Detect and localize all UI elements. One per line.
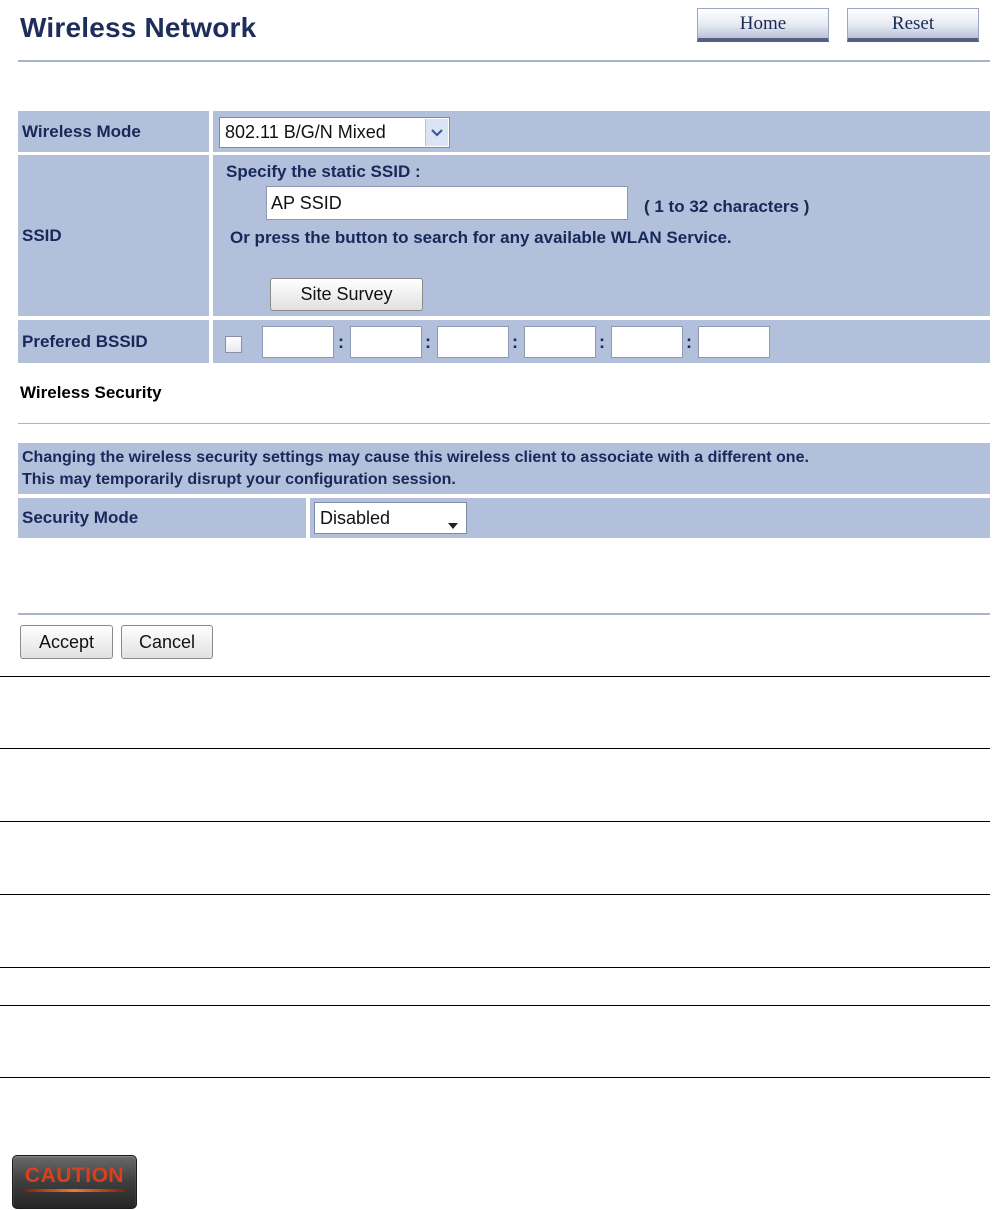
caution-underline: [23, 1189, 126, 1192]
wireless-mode-label: Wireless Mode: [18, 111, 209, 152]
security-notice: [18, 443, 990, 494]
caution-label: CAUTION: [24, 1164, 125, 1187]
doc-row-divider: [0, 894, 990, 895]
page-title: Wireless Network: [20, 12, 257, 43]
ssid-input[interactable]: [266, 186, 628, 220]
doc-row-divider: [0, 967, 990, 968]
title-divider: [18, 60, 990, 62]
wireless-security-heading: Wireless Security: [20, 383, 162, 402]
caret-down-icon[interactable]: [448, 514, 458, 535]
reset-button[interactable]: Reset: [847, 8, 979, 42]
home-button[interactable]: Home: [697, 8, 829, 42]
bssid-separator: :: [686, 332, 692, 352]
chevron-down-icon[interactable]: [425, 119, 448, 146]
bssid-octet-2[interactable]: [350, 326, 422, 358]
doc-row-divider: [0, 748, 990, 749]
security-notice-line-2: This may temporarily disrupt your configuration session.: [22, 471, 456, 488]
actions-divider: [18, 613, 990, 615]
bssid-separator: :: [425, 332, 431, 352]
bssid-octet-5[interactable]: [611, 326, 683, 358]
doc-row-divider: [0, 821, 990, 822]
security-notice-line-1: Changing the wireless security settings may cause this wireless client to associate with a different one.: [22, 449, 809, 466]
security-mode-label: Security Mode: [18, 498, 306, 538]
bssid-checkbox[interactable]: [225, 336, 242, 353]
ssid-search-text: Or press the button to search for any available WLAN Service.: [230, 228, 732, 247]
bssid-octet-6[interactable]: [698, 326, 770, 358]
ssid-length-hint: ( 1 to 32 characters ): [644, 197, 810, 216]
bssid-separator: :: [512, 332, 518, 352]
cancel-button[interactable]: Cancel: [121, 625, 213, 659]
doc-row-divider: [0, 1005, 990, 1006]
ssid-label: SSID: [18, 155, 209, 316]
accept-button[interactable]: Accept: [20, 625, 113, 659]
caution-badge: [12, 1155, 137, 1209]
bssid-octet-1[interactable]: [262, 326, 334, 358]
bssid-label: Prefered BSSID: [18, 320, 209, 363]
section-divider: [18, 423, 990, 424]
bssid-octet-4[interactable]: [524, 326, 596, 358]
wireless-mode-value: 802.11 B/G/N Mixed: [225, 122, 386, 142]
security-mode-value: Disabled: [320, 507, 391, 528]
bssid-octet-3[interactable]: [437, 326, 509, 358]
bssid-separator: :: [599, 332, 605, 352]
doc-row-divider: [0, 676, 990, 677]
doc-row-divider: [0, 1077, 990, 1078]
ssid-specify-text: Specify the static SSID :: [226, 162, 421, 181]
security-mode-select[interactable]: [314, 502, 467, 534]
bssid-separator: :: [338, 332, 344, 352]
site-survey-button[interactable]: Site Survey: [270, 278, 423, 311]
wireless-mode-select[interactable]: [219, 117, 450, 148]
